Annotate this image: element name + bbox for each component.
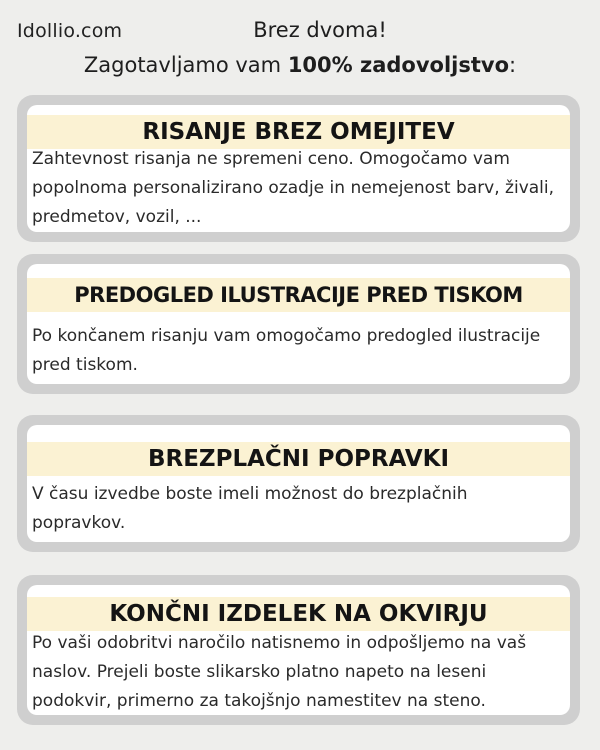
- feature-description: Po končanem risanju vam omogočamo predogled ilustracije pred tiskom.: [32, 326, 541, 375]
- feature-description: Po vaši odobritvi naročilo natisnemo in odpošljemo na vaš naslov. Prejeli boste slikarsko platno napeto na leseni podokvir, primerno za takojšnjo namestitev na steno.: [32, 633, 527, 711]
- feature-title: KONČNI IZDELEK NA OKVIRJU: [27, 597, 570, 631]
- feature-card-free-corrections: [17, 415, 580, 552]
- feature-card-inner: [27, 585, 570, 715]
- tagline-highlight: 100% zadovoljstvo: [287, 53, 510, 77]
- feature-description: Zahtevnost risanja ne spremeni ceno. Omogočamo vam popolnoma personalizirano ozadje in nemejenost barv, živali, predmetov, vozil, ...: [32, 149, 555, 227]
- feature-card-print-preview: [17, 254, 580, 394]
- tagline-line-2: [0, 50, 600, 80]
- feature-card-inner: [27, 425, 570, 542]
- feature-title: RISANJE BREZ OMEJITEV: [27, 115, 570, 149]
- tagline-suffix: :: [509, 53, 517, 77]
- feature-title: BREZPLAČNI POPRAVKI: [27, 442, 570, 476]
- feature-card-inner: [27, 105, 570, 232]
- feature-card-inner: [27, 264, 570, 384]
- tagline-prefix: Zagotavljamo vam: [83, 53, 288, 77]
- brand-logo[interactable]: Idollio.com: [17, 20, 123, 42]
- feature-card-final-product: [17, 575, 580, 725]
- feature-description: V času izvedbe boste imeli možnost do brezplačnih popravkov.: [32, 484, 468, 533]
- feature-title: PREDOGLED ILUSTRACIJE PRED TISKOM: [27, 278, 570, 312]
- tagline-line-1: Brez dvoma!: [253, 18, 387, 42]
- feature-card-unlimited-drawing: [17, 95, 580, 242]
